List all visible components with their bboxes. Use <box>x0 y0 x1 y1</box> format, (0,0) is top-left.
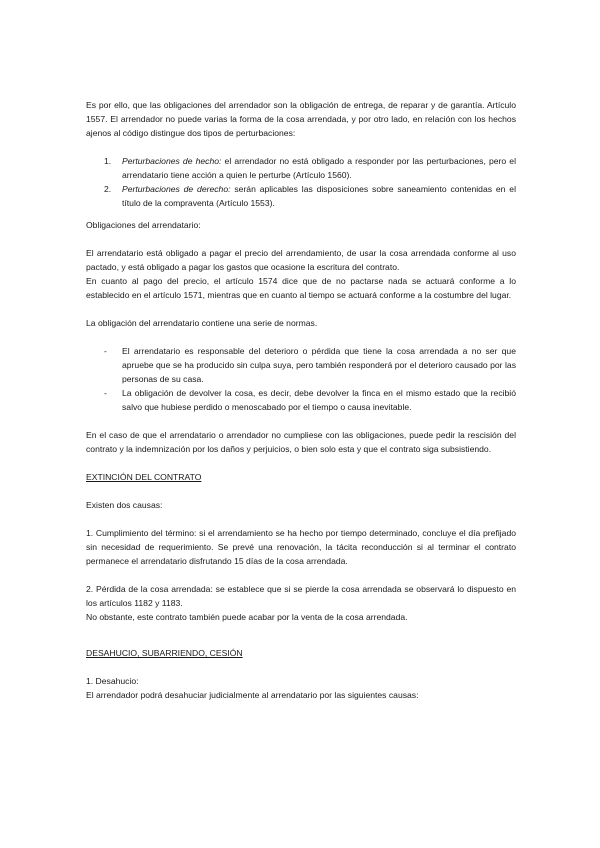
normas-list <box>86 344 516 414</box>
list-item <box>86 344 516 386</box>
list-term: Perturbaciones de derecho: <box>122 184 231 194</box>
document-body <box>86 98 516 702</box>
section-heading-arrendatario: Obligaciones del arrendatario: <box>86 220 201 230</box>
extincion-paragraph-1: Existen dos causas: <box>86 500 163 510</box>
intro-paragraph: Es por ello, que las obligaciones del arrendador son la obligación de entrega, de reparar y de garantía. Artículo 1557. El arrendador no puede varias la forma de la cosa arrendada, y por otro lado, en relación con los hechos ajenos al código distingue dos tipos de perturbaciones: <box>86 100 516 138</box>
arrendatario-paragraph-1: El arrendatario está obligado a pagar el precio del arrendamiento, de usar la cosa arrendada conforme al uso pactado, y está obligado a pagar los gastos que ocasione la escritura del contrato. <box>86 248 516 272</box>
extincion-paragraph-2: 1. Cumplimiento del término: si el arrendamiento se ha hecho por tiempo determinado, concluye el día prefijado sin necesidad de requerimiento. Se prevé una renovación, la tácita reconducción si al terminar el contrato permanece el arrendatario disfrutando 15 días de la cosa arrendada. <box>86 528 516 566</box>
arrendatario-paragraph-2: En cuanto al pago del precio, el artículo 1574 dice que de no pactarse nada se actuará conforme a lo establecido en el artículo 1571, mientras que en cuanto al tiempo se actuará conforme a la costumbre del lugar. <box>86 276 516 300</box>
list-item <box>86 386 516 414</box>
arrendatario-paragraph-3: La obligación del arrendatario contiene una serie de normas. <box>86 318 318 328</box>
extincion-paragraph-4: No obstante, este contrato también puede acabar por la venta de la cosa arrendada. <box>86 612 408 622</box>
arrendatario-paragraph-4: En el caso de que el arrendatario o arrendador no cumpliese con las obligaciones, puede pedir la rescisión del contrato y la indemnización por los daños y perjuicios, o bien solo esta y que el contrato siga subsistiendo. <box>86 430 516 454</box>
list-term: Perturbaciones de hecho: <box>122 156 222 166</box>
section-heading-desahucio: DESAHUCIO, SUBARRIENDO, CESIÓN <box>86 648 243 658</box>
list-text: El arrendatario es responsable del deterioro o pérdida que tiene la cosa arrendada a no ser que apruebe que se ha producido sin culpa suya, pero también responderá por el deterioro causado por las personas de su casa. <box>122 346 516 384</box>
list-item <box>86 154 516 182</box>
extincion-paragraph-3: 2. Pérdida de la cosa arrendada: se establece que si se pierde la cosa arrendada se observará lo dispuesto en los artículos 1182 y 1183. <box>86 584 516 608</box>
list-text: La obligación de devolver la cosa, es decir, debe devolver la finca en el mismo estado que la recibió salvo que hubiese perdido o menoscabado por el tiempo o causa inevitable. <box>122 388 516 412</box>
list-marker: - <box>104 346 107 356</box>
section-heading-extincion: EXTINCIÓN DEL CONTRATO <box>86 472 202 482</box>
list-text: serán aplicables las disposiciones sobre saneamiento contenidas en el título de la compraventa (Artículo 1553). <box>122 184 516 208</box>
list-text: el arrendador no está obligado a responder por las perturbaciones, pero el arrendatario tiene acción a quien le perturbe (Artículo 1560). <box>122 156 516 180</box>
desahucio-paragraph-2: El arrendador podrá desahuciar judicialmente al arrendatario por las siguientes causas: <box>86 690 419 700</box>
list-item <box>86 182 516 210</box>
list-marker: - <box>104 388 107 398</box>
list-marker: 1. <box>104 156 112 166</box>
desahucio-paragraph-1: 1. Desahucio: <box>86 676 139 686</box>
list-marker: 2. <box>104 184 112 194</box>
perturbaciones-list <box>86 154 516 210</box>
